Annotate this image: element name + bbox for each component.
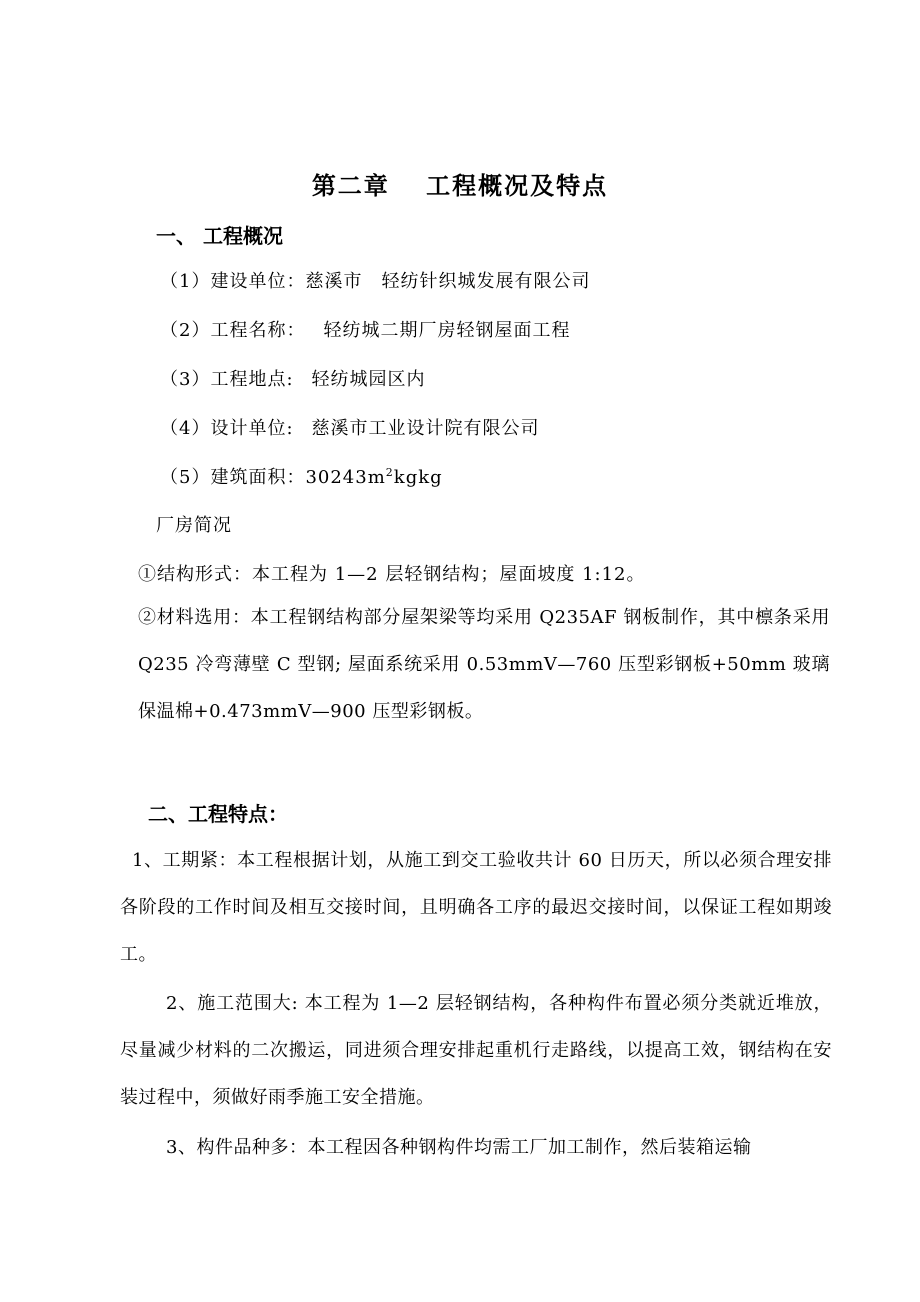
structure-form: ①结构形式：本工程为 1—2 层轻钢结构；屋面坡度 1:12。 (138, 564, 646, 585)
item-location-label: （3）工程地点: (160, 369, 294, 390)
section-2-heading: 二、工程特点： (148, 802, 288, 826)
item-area-unit-sup: 2 (385, 466, 394, 479)
feature-scope: 2、施工范围大: 本工程为 1—2 层轻钢结构，各种构件布置必须分类就近堆放，尽量减少材料的二次搬运，同进须合理安排起重机行走路线，以提高工效，钢结构在安装过程中，须做好雨季施工安全措施。 (120, 993, 832, 1108)
item-designer (160, 414, 540, 440)
item-project-name-value: 轻纺城二期厂房轻钢屋面工程 (323, 320, 571, 341)
item-project-name-label: （2）工程名称： (160, 320, 306, 341)
page-title: 第二章 工程概况及特点 (311, 171, 609, 200)
item-owner (160, 267, 590, 293)
material-selection: ②材料选用：本工程钢结构部分屋架梁等均采用 Q235AF 钢板制作，其中檩条采用 Q235 冷弯薄壁 C 型钢; 屋面系统采用 0.53mmV—760 压型彩钢板+50mm 玻璃保温棉+0.473mmV—900 压型彩钢板。 (138, 607, 830, 722)
factory-overview-heading: 厂房简况 (156, 515, 232, 536)
section-1-heading: 一、 工程概况 (156, 224, 283, 248)
feature-components: 3、构件品种多：本工程因各种钢构件均需工厂加工制作，然后装箱运输 (166, 1137, 752, 1158)
feature-schedule: 1、工期紧：本工程根据计划，从施工到交工验收共计 60 日历天，所以必须合理安排各阶段的工作时间及相互交接时间，且明确各工序的最迟交接时间，以保证工程如期竣工。 (120, 850, 832, 965)
item-designer-value: 慈溪市工业设计院有限公司 (311, 418, 540, 439)
item-owner-value: 慈溪市 轻纺针织城发展有限公司 (305, 271, 591, 292)
item-location-value: 轻纺城园区内 (311, 369, 426, 390)
item-area-label: （5）建筑面积： (160, 467, 306, 488)
item-designer-label: （4）设计单位: (160, 418, 294, 439)
item-area-value: 30243m (305, 467, 386, 488)
item-area-tail: kgkg (393, 467, 443, 488)
item-project-name (160, 316, 570, 342)
item-owner-label: （1）建设单位： (160, 271, 306, 292)
item-area (160, 463, 443, 489)
item-location (160, 365, 426, 391)
